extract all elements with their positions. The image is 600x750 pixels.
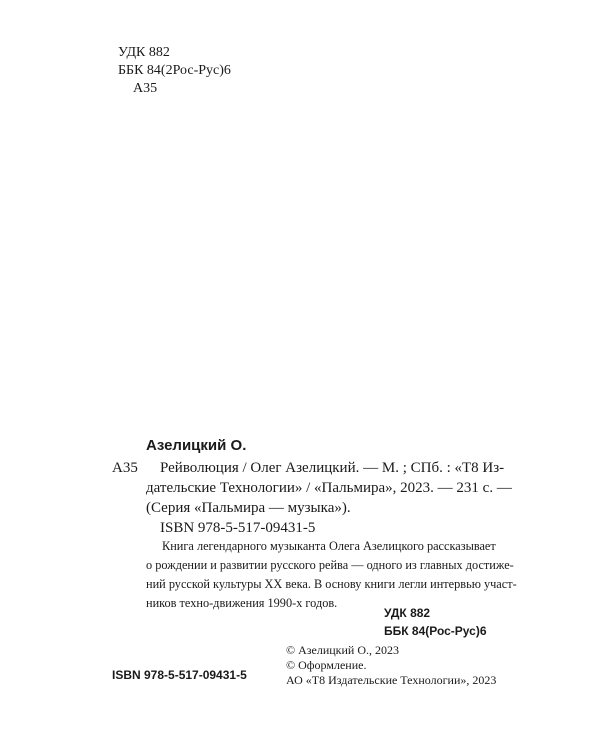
author-mark-entry: А35: [112, 460, 138, 476]
annotation-line: ний русской культуры XX века. В основу книги легли интервью участ-: [146, 577, 517, 591]
description-line: (Серия «Пальмира — музыка»).: [146, 500, 351, 516]
copyright-line: © Оформление.: [286, 658, 367, 672]
bbk-top: ББК 84(2Рос-Рус)6: [118, 63, 231, 78]
author-heading: Азелицкий О.: [146, 437, 247, 454]
bbk-bottom: ББК 84(Рос-Рус)6: [384, 624, 487, 638]
isbn-bottom: ISBN 978-5-517-09431-5: [112, 668, 247, 682]
description-line: дательские Технологии» / «Пальмира», 2023. — 231 с. —: [146, 480, 512, 496]
udk-bottom: УДК 882: [384, 606, 431, 620]
author-mark-top: А35: [133, 81, 158, 96]
copyright-line: © Азелицкий О., 2023: [286, 643, 400, 657]
udk-top: УДК 882: [118, 45, 170, 60]
description-line: Рейволюция / Олег Азелицкий. — М. ; СПб. : «Т8 Из-: [160, 460, 505, 476]
annotation-line: о рождении и развитии русского рейва — одного из главных достиже-: [146, 558, 514, 572]
isbn-entry: ISBN 978-5-517-09431-5: [160, 520, 316, 536]
annotation-line: ников техно-движения 1990-х годов.: [146, 596, 338, 610]
copyright-line: АО «Т8 Издательские Технологии», 2023: [286, 673, 497, 687]
annotation-line: Книга легендарного музыканта Олега Азелицкого рассказывает: [162, 539, 496, 553]
